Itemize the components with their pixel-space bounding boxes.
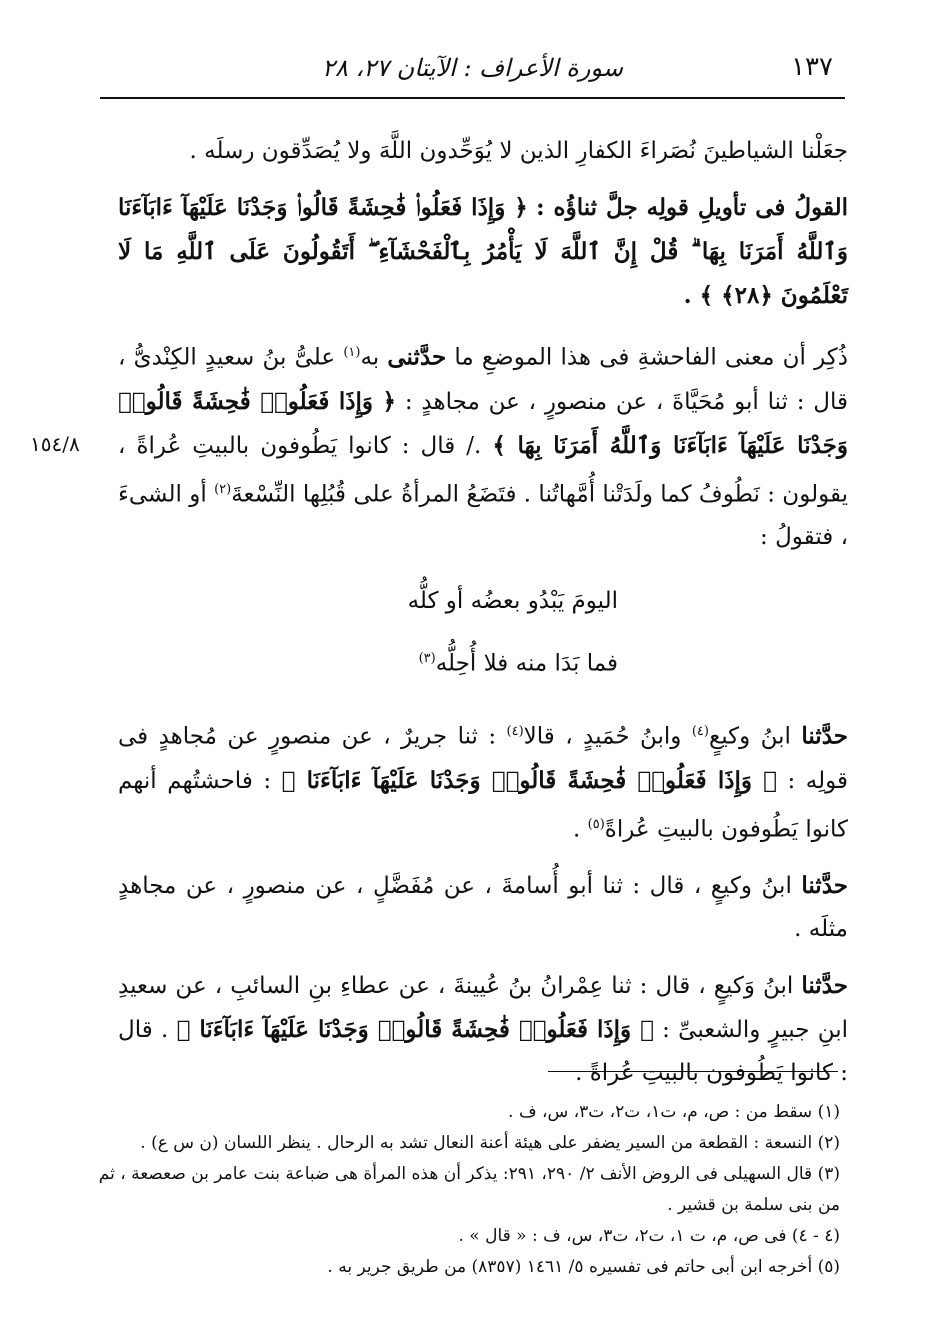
text-run: .: [573, 816, 588, 843]
paragraph-6: [118, 964, 848, 1095]
footnote-5: (٥) أخرجه ابن أبى حاتم فى تفسيره ٥/ ١٤٦١ (٨٣٥٧) من طريق جرير به .: [327, 1257, 840, 1277]
poetry-verse-2: [118, 630, 848, 693]
footnote-marker: (٣): [418, 651, 436, 667]
footnote-1: (١) سقط من : ص، م، ت١، ت٢، ت٣، س، ف .: [508, 1102, 840, 1122]
text-run: ابنُ وَكيعٍ ، قال : ثنا عِمْرانُ بنُ عُيينةَ ، عن عطاءِ بنِ السائبِ ، عن سعيدِ ابنِ جبيرٍ والشعبىِّ :: [118, 973, 849, 1044]
text-run: . قال : كانوا يَطُوفون بالبيتِ عُراةً .: [118, 1017, 848, 1087]
isnad-keyword: حدَّثنا: [801, 722, 848, 750]
paragraph-3: [118, 331, 848, 559]
footnote-marker: (٤): [691, 723, 709, 739]
quran-verse: ﴿ وَإِذَا فَعَلُوا۟ فَٰحِشَةً قَالُوا۟ وَجَدْنَا عَلَيْهَآ ءَابَآءَنَا وَٱللَّهُ أَمَرَنَا بِهَا ﴾: [118, 387, 848, 459]
verse-text: فما بَدَا منه فلا أُحِلُّه: [435, 650, 618, 677]
footnotes: [95, 1097, 840, 1283]
footnote-marker: (١): [343, 345, 361, 360]
poetry-block: [118, 572, 848, 693]
isnad-keyword: حدَّثنى: [387, 343, 447, 371]
footnote-marker: (٢): [214, 481, 232, 497]
poetry-verse-1: اليومَ يَبْدُو بعضُه أو كلُّه: [407, 588, 618, 615]
text-run: به: [360, 344, 388, 371]
footnote-marker: (٤): [506, 723, 524, 739]
quran-verse: ﴿ وَإِذَا فَعَلُوا۟ فَٰحِشَةً قَالُوا۟ وَجَدْنَا عَلَيْهَآ ءَابَآءَنَا وَٱللَّهُ أَمَرَنَا بِهَا ۗ قُلْ إِنَّ ٱللَّهَ لَا يَأْمُرُ بِٱلْفَحْشَآءِ ۖ أَتَقُولُونَ عَلَى ٱللَّهِ مَا لَا تَعْلَمُونَ ﴿٢٨﴾ ﴾ .: [118, 194, 848, 309]
header-rule: [100, 97, 845, 99]
quran-verse: ﴿ وَإِذَا فَعَلُوا۟ فَٰحِشَةً قَالُوا۟ وَجَدْنَا عَلَيْهَآ ءَابَآءَنَا ﴾: [176, 1016, 654, 1044]
page-header: [100, 48, 845, 90]
isnad-keyword: حدَّثنا: [801, 872, 848, 900]
main-text: [118, 130, 848, 1108]
paragraph-4: [118, 710, 848, 851]
footnote-2: (٢) النسعة : القطعة من السير يضفر على هيئة أعنة النعال تشد به الرحال . ينظر اللسان (ن س ع) .: [140, 1133, 840, 1153]
margin-reference: ١٥٤/٨: [30, 432, 80, 456]
running-title: سورة الأعراف : الآيتان ٢٧، ٢٨: [322, 54, 623, 82]
footnote-3: (٣) قال السهيلى فى الروض الأنف ٢/ ٢٩٠، ٢٩١: يذكر أن هذه المرأة هى ضباعة بنت عامر بن صعصعة ، ثم من بنى سلمة بن قشير .: [98, 1164, 840, 1215]
text-run: : ثنا جريرٌ ، عن منصورٍ عن مُجاهدٍ فى قولِه :: [118, 723, 849, 794]
text-run: ./ قال : كانوا يَطُوفون بالبيتِ عُراةً ، يقولون : نَطُوفُ كما ولَدَتْنا أُمَّهاتُنا . فتَضَعُ المرأةُ على قُبُلِها النِّسْعةَ: [118, 432, 849, 508]
paragraph-5: [118, 864, 848, 951]
text-run: أو الشىءَ ، فتقولُ :: [118, 481, 848, 551]
footnote-4: (٤ - ٤) فى ص، م، ت ١، ت٢، ت٣، س، ف : « قال » .: [458, 1226, 840, 1246]
page-number: ١٣٧: [791, 52, 833, 82]
text-run: وابنُ حُمَيدٍ ، قالا: [523, 723, 692, 750]
text-run: ابنُ وكيعٍ ، قال : ثنا أبو أُسامةَ ، عن مُفَضَّلٍ ، عن منصورٍ ، عن مجاهدٍ مثلَه .: [118, 873, 848, 943]
isnad-keyword: حدَّثنا: [801, 972, 848, 1000]
quran-verse: ﴿ وَإِذَا فَعَلُوا۟ فَٰحِشَةً قَالُوا۟ وَجَدْنَا عَلَيْهَآ ءَابَآءَنَا ﴾: [281, 766, 777, 794]
text-run: ذُكِر أن معنى الفاحشةِ فى هذا الموضعِ ما: [446, 344, 848, 371]
paragraph-1: جعَلْنا الشياطينَ نُصَراءَ الكفارِ الذين لا يُوَحِّدون اللَّهَ ولا يُصَدِّقون رسلَه .: [189, 138, 848, 164]
footnote-separator: [548, 1071, 838, 1072]
text-run: : فاحشتُهم أنهم كانوا يَطُوفون بالبيتِ عُراةً: [118, 767, 848, 843]
text-run: ابنُ وكيعٍ: [708, 723, 802, 750]
paragraph-2: [118, 186, 848, 318]
text-run: علىُّ بنُ سعيدٍ الكِنْدىُّ ، قال : ثنا أبو مُحَيَّاةَ ، عن منصورٍ ، عن مجاهدٍ :: [118, 344, 849, 415]
footnote-marker: (٥): [587, 816, 605, 832]
section-heading: القولُ فى تأويلِ قولِه جلَّ ثناؤُه :: [536, 194, 848, 221]
